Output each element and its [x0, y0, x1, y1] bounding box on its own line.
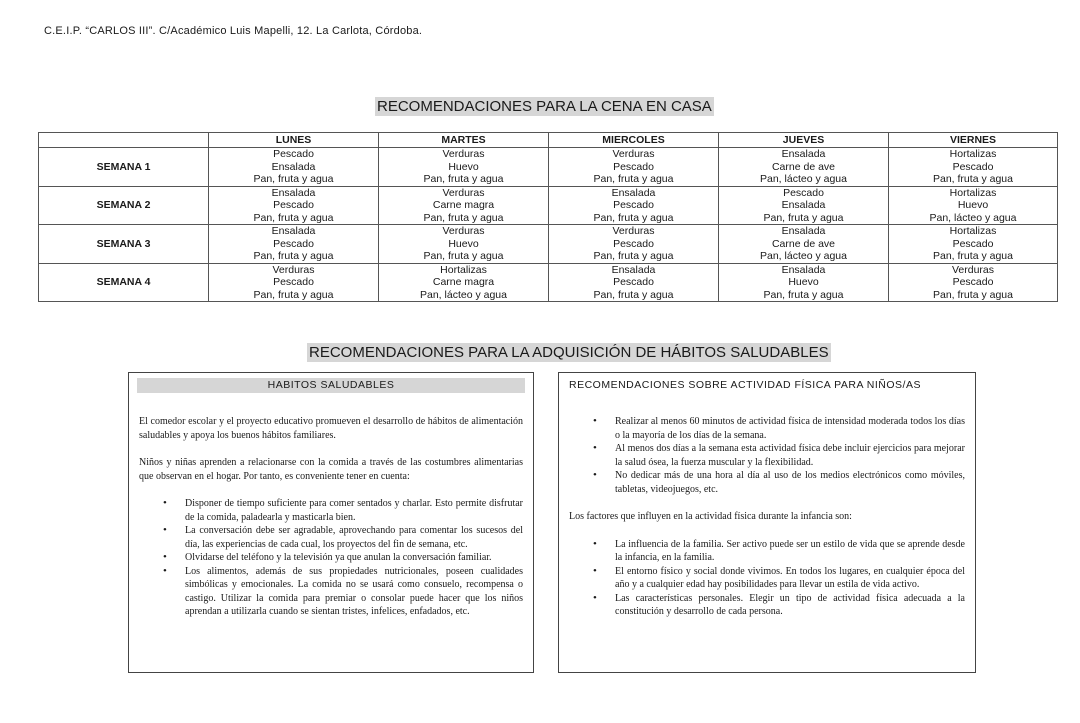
week-label: SEMANA 4: [39, 263, 209, 302]
menu-item: Carne de ave: [771, 237, 836, 250]
menu-item: Verduras: [951, 263, 995, 276]
menu-cell: [889, 148, 1058, 187]
bullet-icon: •: [593, 591, 597, 604]
menu-cell: [719, 148, 889, 187]
menu-item: Ensalada: [781, 225, 826, 237]
menu-item: Pescado: [613, 276, 654, 288]
table-header-row: [39, 133, 1058, 148]
menu-item: Carne magra: [432, 199, 495, 211]
menu-item: Ensalada: [611, 186, 656, 199]
habits-bullet-list: [163, 497, 523, 619]
menu-cell: [379, 186, 549, 225]
menu-item: Hortalizas: [949, 186, 997, 199]
menu-item: Ensalada: [781, 199, 826, 211]
menu-item: Pan, lácteo y agua: [929, 211, 1017, 224]
menu-cell: [379, 263, 549, 302]
list-item: [593, 415, 965, 442]
paragraph: El comedor escolar y el proyecto educativo promueven el desarrollo de hábitos de alimentación saludables y apoya los buenos hábitos familiares.: [139, 416, 523, 441]
menu-item: Pescado: [952, 276, 994, 288]
menu-cell: [209, 186, 379, 225]
day-header: LUNES: [209, 133, 379, 148]
table-row: [39, 263, 1058, 302]
menu-item: Pan, fruta y agua: [423, 211, 504, 224]
list-item: [593, 564, 965, 592]
menu-item: Pan, fruta y agua: [593, 250, 674, 262]
menu-item: Ensalada: [781, 263, 826, 276]
menu-item: Pan, fruta y agua: [593, 211, 674, 224]
table-row: [39, 186, 1058, 225]
list-item: [163, 497, 523, 524]
list-item-text: Realizar al menos 60 minutos de actividad física de intensidad moderada todos los días o la mayoría de los días de la semana.: [615, 416, 965, 441]
bullet-icon: •: [163, 524, 167, 536]
menu-item: Huevo: [448, 160, 479, 173]
week-label: SEMANA 1: [39, 148, 209, 187]
list-item: [593, 442, 965, 469]
menu-item: Hortalizas: [440, 263, 487, 276]
menu-item: Pan, lácteo y agua: [760, 173, 847, 185]
dinner-menu-table: [38, 132, 1058, 302]
menu-item: Ensalada: [271, 225, 316, 237]
menu-item: Verduras: [612, 225, 655, 237]
menu-cell: [379, 225, 549, 264]
menu-item: Huevo: [788, 276, 819, 288]
menu-item: Pescado: [273, 237, 314, 250]
menu-item: Pescado: [783, 186, 824, 199]
physical-activity-heading: RECOMENDACIONES SOBRE ACTIVIDAD FÍSICA PARA NIÑOS/AS: [569, 379, 921, 391]
list-item: [593, 537, 965, 565]
menu-item: Ensalada: [611, 263, 656, 276]
menu-item: Pescado: [273, 199, 314, 211]
menu-cell: [549, 148, 719, 187]
bullet-icon: •: [593, 469, 597, 481]
bullet-icon: •: [593, 564, 597, 577]
menu-item: Pan, fruta y agua: [423, 173, 504, 185]
table-row: [39, 148, 1058, 187]
healthy-habits-box: [128, 372, 534, 673]
menu-item: Carne magra: [432, 276, 495, 288]
list-item: [163, 524, 523, 551]
menu-cell: [549, 186, 719, 225]
menu-item: Pescado: [952, 237, 994, 250]
menu-item: Pan, lácteo y agua: [760, 250, 847, 262]
menu-item: Pescado: [613, 237, 654, 250]
menu-cell: [379, 148, 549, 187]
day-header: MARTES: [379, 133, 549, 148]
paragraph: Los factores que influyen en la actividad física durante la infancia son:: [569, 511, 852, 522]
menu-item: Ensalada: [271, 186, 316, 199]
menu-cell: [209, 225, 379, 264]
menu-cell: [889, 225, 1058, 264]
menu-item: Pescado: [952, 160, 994, 173]
menu-item: Pescado: [613, 160, 654, 173]
menu-item: Pan, fruta y agua: [593, 173, 674, 185]
list-item-text: Las características personales. Elegir un tipo de actividad física adecuada a la constitución y desarrollo de cada persona.: [615, 592, 965, 617]
menu-item: Pan, fruta y agua: [933, 288, 1013, 301]
menu-item: Carne de ave: [771, 160, 836, 173]
list-item-text: Disponer de tiempo suficiente para comer sentados y charlar. Esto permite disfrutar de la comida, paladearla y masticarla bien.: [185, 498, 523, 523]
menu-item: Pescado: [273, 148, 314, 160]
factors-bullet-list: [593, 537, 965, 619]
menu-item: Pan, fruta y agua: [763, 211, 844, 224]
day-header: JUEVES: [719, 133, 889, 148]
menu-cell: [719, 186, 889, 225]
menu-item: Verduras: [612, 148, 655, 160]
list-item-text: La conversación debe ser agradable, aprovechando para comentar los sucesos del día, las experiencias de cada cual, los proyectos del fin de semana, etc.: [185, 525, 523, 550]
list-item-text: Al menos dos días a la semana esta actividad física debe incluir ejercicios para mejorar la salud ósea, la fuerza muscular y la flexibilidad.: [615, 443, 965, 468]
list-item-text: El entorno físico y social donde vivimos. En todos los lugares, en cualquier época del año y a cualquier edad hay posibilidades para llevar un estila de vida activo.: [615, 565, 965, 590]
table-corner-cell: [39, 133, 209, 148]
menu-cell: [549, 225, 719, 264]
menu-item: Verduras: [442, 225, 485, 237]
day-header: MIERCOLES: [549, 133, 719, 148]
menu-item: Huevo: [448, 237, 479, 250]
menu-item: Pan, fruta y agua: [593, 288, 674, 301]
bullet-icon: •: [593, 537, 597, 550]
table-row: [39, 225, 1058, 264]
menu-item: Ensalada: [781, 148, 826, 160]
list-item: [593, 591, 965, 619]
paragraph: Niños y niñas aprenden a relacionarse con la comida a través de las costumbres alimentarias que observan en el hogar. Por tanto, es conveniente tener en cuenta:: [139, 457, 523, 482]
menu-item: Pan, fruta y agua: [933, 173, 1013, 185]
menu-table-body: [39, 148, 1058, 302]
menu-item: Verduras: [442, 148, 485, 160]
menu-cell: [549, 263, 719, 302]
menu-cell: [209, 263, 379, 302]
bullet-icon: •: [593, 442, 597, 454]
list-item: [593, 469, 965, 496]
menu-item: Ensalada: [271, 160, 316, 173]
menu-item: Pan, lácteo y agua: [420, 288, 507, 301]
week-label: SEMANA 2: [39, 186, 209, 225]
menu-cell: [889, 263, 1058, 302]
menu-item: Huevo: [957, 199, 989, 211]
bullet-icon: •: [593, 415, 597, 427]
healthy-habits-heading: HABITOS SALUDABLES: [137, 378, 525, 393]
menu-item: Hortalizas: [949, 148, 997, 160]
list-item-text: No dedicar más de una hora al día al uso de los medios electrónicos como móviles, tabletas, videojuegos, etc.: [615, 470, 965, 495]
menu-item: Pan, fruta y agua: [253, 250, 334, 262]
dinner-section-title: RECOMENDACIONES PARA LA CENA EN CASA: [377, 98, 712, 115]
menu-item: Pan, fruta y agua: [253, 173, 334, 185]
list-item-text: Olvidarse del teléfono y la televisión ya que anulan la conversación familiar.: [185, 552, 492, 563]
physical-activity-box: [558, 372, 976, 673]
bullet-icon: •: [163, 497, 167, 509]
menu-item: Pan, fruta y agua: [423, 250, 504, 262]
habits-section-title: RECOMENDACIONES PARA LA ADQUISICIÓN DE HÁBITOS SALUDABLES: [309, 344, 829, 361]
list-item: [163, 551, 523, 565]
list-item-text: La influencia de la familia. Ser activo puede ser un estilo de vida que se aprende desde la infancia, en la familia.: [615, 538, 965, 563]
menu-item: Verduras: [442, 186, 485, 199]
menu-item: Pan, fruta y agua: [763, 288, 844, 301]
list-item: [163, 564, 523, 619]
bullet-icon: •: [163, 551, 167, 563]
week-label: SEMANA 3: [39, 225, 209, 264]
menu-cell: [719, 225, 889, 264]
list-item-text: Los alimentos, además de sus propiedades nutricionales, poseen cualidades simbólicas y emocionales. La comida no se usará como consuelo, recompensa o castigo. Utilizar la comida para premiar o consolar puede hacer que los niños aprendan a utilizarla cuando se sientan tristes, infelices, enfadados, etc.: [185, 565, 523, 617]
menu-cell: [719, 263, 889, 302]
school-address: C.E.I.P. “CARLOS III”. C/Académico Luis Mapelli, 12. La Carlota, Córdoba.: [44, 25, 423, 37]
bullet-icon: •: [163, 564, 167, 577]
menu-item: Pan, fruta y agua: [933, 250, 1013, 262]
menu-item: Pescado: [273, 276, 314, 288]
menu-item: Pan, fruta y agua: [253, 211, 334, 224]
day-header: VIERNES: [889, 133, 1058, 148]
activity-bullet-list: [593, 415, 965, 496]
menu-cell: [209, 148, 379, 187]
menu-item: Hortalizas: [949, 225, 997, 237]
menu-item: Pescado: [613, 199, 654, 211]
menu-item: Verduras: [272, 263, 315, 276]
menu-item: Pan, fruta y agua: [253, 288, 334, 301]
menu-cell: [889, 186, 1058, 225]
